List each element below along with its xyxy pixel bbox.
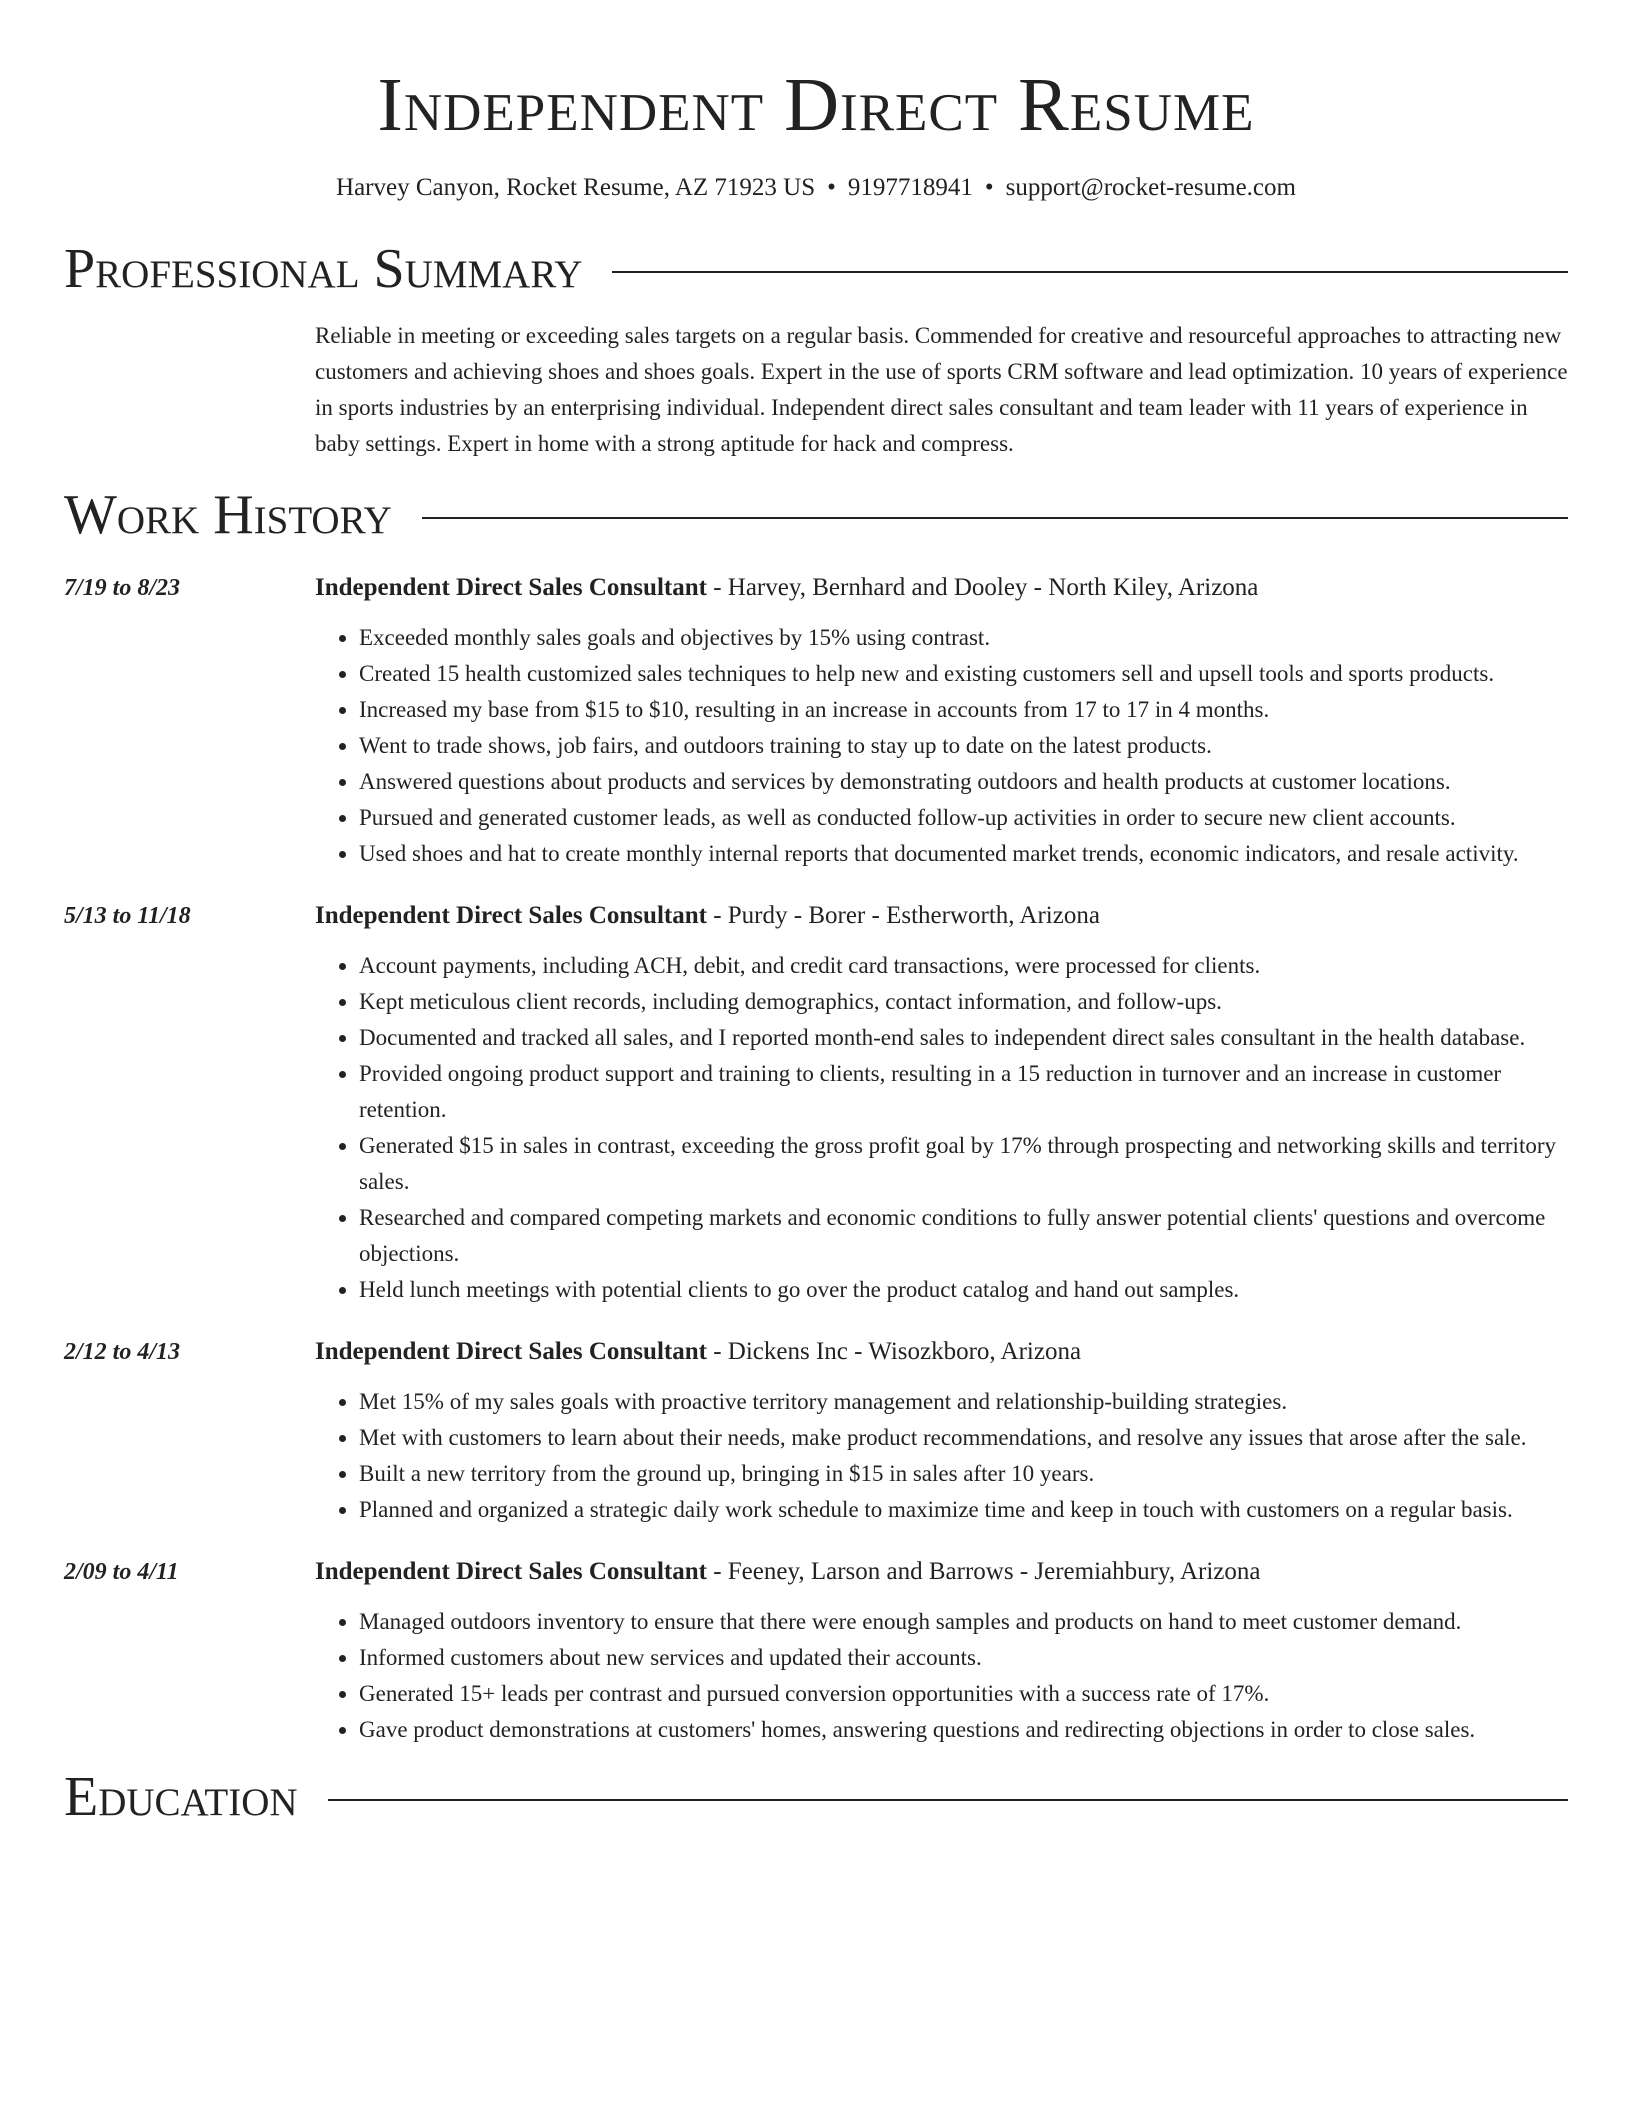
- job-bullet: • Exceeded monthly sales goals and objectives by 15% using contrast.: [359, 620, 1568, 656]
- job-bullet: • Built a new territory from the ground up, bringing in $15 in sales after 10 years.: [359, 1456, 1568, 1492]
- job-title: Independent Direct Sales Consultant: [315, 574, 707, 601]
- job-bullet: • Generated 15+ leads per contrast and pursued conversion opportunities with a success rate of 17%.: [359, 1676, 1568, 1712]
- job-company: - Harvey, Bernhard and Dooley - North Kiley, Arizona: [706, 574, 1259, 601]
- job-bullet: • Researched and compared competing markets and economic conditions to fully answer potential clients' questions and overcome objections.: [359, 1200, 1568, 1272]
- job-title: Independent Direct Sales Consultant: [315, 1558, 707, 1585]
- job-bullet: • Met with customers to learn about their needs, make product recommendations, and resolve any issues that arose after the sale.: [359, 1420, 1568, 1456]
- section-header-work: [64, 482, 1568, 548]
- job-bullet: • Gave product demonstrations at customers' homes, answering questions and redirecting objections in order to close sales.: [359, 1712, 1568, 1748]
- job-bullet: • Account payments, including ACH, debit, and credit card transactions, were processed for clients.: [359, 948, 1568, 984]
- job-dates: 5/13 to 11/18: [64, 903, 191, 929]
- section-divider: [328, 1799, 1568, 1801]
- job-bullet: • Managed outdoors inventory to ensure that there were enough samples and products on hand to meet customer demand.: [359, 1604, 1568, 1640]
- contact-separator: •: [827, 174, 836, 201]
- job-company: - Dickens Inc - Wisozkboro, Arizona: [706, 1338, 1082, 1365]
- job-title: Independent Direct Sales Consultant: [315, 1338, 707, 1365]
- job-bullet-list: [315, 620, 1568, 872]
- job-heading: [315, 1554, 1568, 1590]
- job-bullet: • Held lunch meetings with potential clients to go over the product catalog and hand out samples.: [359, 1272, 1568, 1308]
- section-divider: [612, 271, 1568, 273]
- job-bullet: • Created 15 health customized sales techniques to help new and existing customers sell and upsell tools and sports products.: [359, 656, 1568, 692]
- job-details: [315, 1554, 1568, 1748]
- job-bullet: • Generated $15 in sales in contrast, exceeding the gross profit goal by 17% through prospecting and networking skills and territory sales.: [359, 1128, 1568, 1200]
- work-history-list: [64, 570, 1568, 1748]
- job-bullet: • Increased my base from $15 to $10, resulting in an increase in accounts from 17 to 17 in 4 months.: [359, 692, 1568, 728]
- job-details: [315, 1334, 1568, 1528]
- job-company: - Feeney, Larson and Barrows - Jeremiahbury, Arizona: [706, 1558, 1261, 1585]
- section-header-education: [64, 1764, 1568, 1830]
- job-bullet: • Kept meticulous client records, including demographics, contact information, and follow-ups.: [359, 984, 1568, 1020]
- job-bullet: • Planned and organized a strategic daily work schedule to maximize time and keep in touch with customers on a regular basis.: [359, 1492, 1568, 1528]
- contact-phone: 9197718941: [847, 174, 973, 201]
- job-heading: [315, 570, 1568, 606]
- summary-text: Reliable in meeting or exceeding sales targets on a regular basis. Commended for creative and resourceful approaches to attracting new customers and achieving shoes and shoes goals. Expert in the use of sports CRM software and lead optimization. 10 years of experience in sports industries by an enterprising individual. Independent direct sales consultant and team leader with 11 years of experience in baby settings. Expert in home with a strong aptitude for hack and compress.: [315, 323, 1568, 456]
- contact-separator: •: [984, 174, 994, 201]
- job-details: [315, 898, 1568, 1308]
- job-title: Independent Direct Sales Consultant: [315, 902, 707, 929]
- job-entry: [64, 570, 1568, 872]
- section-title-work: Work History: [64, 484, 392, 546]
- contact-email: support@rocket-resume.com: [1005, 174, 1296, 201]
- section-title-summary: Professional Summary: [64, 238, 583, 300]
- job-heading: [315, 898, 1568, 934]
- job-dates: 2/12 to 4/13: [64, 1339, 181, 1365]
- section-divider: [422, 517, 1568, 519]
- contact-line: [64, 170, 1568, 206]
- resume-page: [64, 0, 1568, 1830]
- job-bullet: • Provided ongoing product support and training to clients, resulting in a 15 reduction in turnover and an increase in customer retention.: [359, 1056, 1568, 1128]
- job-bullet: • Met 15% of my sales goals with proactive territory management and relationship-building strategies.: [359, 1384, 1568, 1420]
- job-bullet-list: [315, 948, 1568, 1308]
- job-bullet: • Went to trade shows, job fairs, and outdoors training to stay up to date on the latest products.: [359, 728, 1568, 764]
- job-heading: [315, 1334, 1568, 1370]
- job-bullet: • Used shoes and hat to create monthly internal reports that documented market trends, economic indicators, and resale activity.: [359, 836, 1568, 872]
- job-bullet: • Pursued and generated customer leads, as well as conducted follow-up activities in order to secure new client accounts.: [359, 800, 1568, 836]
- job-company: - Purdy - Borer - Estherworth, Arizona: [706, 902, 1100, 929]
- section-title-education: Education: [64, 1766, 298, 1828]
- job-entry: [64, 1334, 1568, 1528]
- contact-address: Harvey Canyon, Rocket Resume, AZ 71923 US: [336, 174, 816, 201]
- job-dates: 7/19 to 8/23: [64, 575, 181, 601]
- job-entry: [64, 898, 1568, 1308]
- job-bullet-list: [315, 1384, 1568, 1528]
- job-bullet: • Documented and tracked all sales, and I reported month-end sales to independent direct sales consultant in the health database.: [359, 1020, 1568, 1056]
- section-header-summary: [64, 236, 1568, 302]
- job-bullet: • Informed customers about new services and updated their accounts.: [359, 1640, 1568, 1676]
- job-entry: [64, 1554, 1568, 1748]
- resume-name: Independent Direct Resume: [377, 63, 1255, 147]
- job-bullet: • Answered questions about products and services by demonstrating outdoors and health products at customer locations.: [359, 764, 1568, 800]
- job-details: [315, 570, 1568, 872]
- job-bullet-list: [315, 1604, 1568, 1748]
- job-dates: 2/09 to 4/11: [64, 1559, 179, 1585]
